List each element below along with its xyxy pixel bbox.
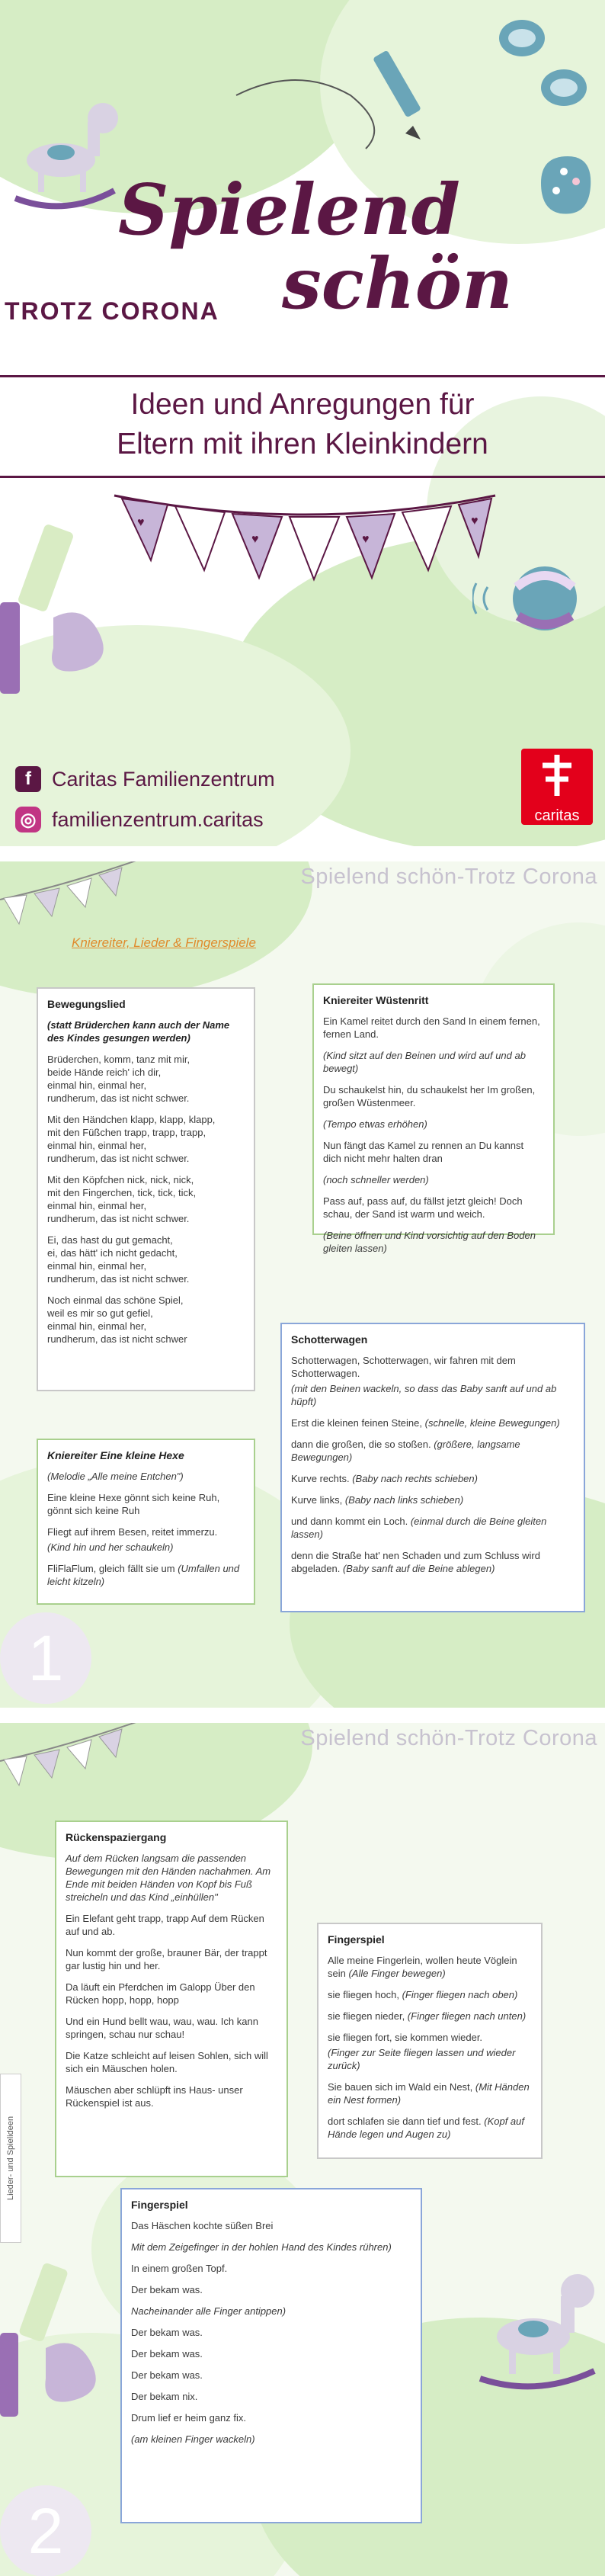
line [291,1472,575,1485]
line-text: Kurve rechts. [291,1473,353,1484]
bunting-garland [0,1723,152,1807]
svg-text:♥: ♥ [251,533,259,546]
card-title: Kniereiter Eine kleine Hexe [47,1449,184,1461]
line: Der bekam was. [131,2348,203,2359]
bunting-garland [0,861,152,945]
line-text: FliFlaFlum, gleich fällt sie um [47,1563,178,1574]
line: Eine kleine Hexe gönnt sich keine Ruh, gönnt sich keine Ruh [47,1492,220,1516]
line-text: sie fliegen hoch, [328,1989,402,2000]
line: Pass auf, pass auf, du fällst jetzt gleich! Doch schau, der Sand ist warm und weich. [323,1195,523,1220]
instruction: (mit den Beinen wackeln, so dass das Baby sanft auf und ab hüpft) [291,1383,557,1407]
subtitle-line-2: Eltern mit ihren Kleinkindern [117,428,488,460]
card-title: Fingerspiel [328,1933,385,1946]
page-number: 1 [0,1612,91,1704]
line: Drum lief er heim ganz fix. [131,2412,246,2424]
facebook-link[interactable] [15,766,275,792]
line: Schotterwagen, Schotterwagen, wir fahren mit dem Schotterwagen. [291,1355,516,1379]
page-header: Spielend schön-Trotz Corona [300,1726,597,1750]
instruction: (größere, langsame Bewegungen) [291,1439,520,1463]
line-text: und dann kommt ein Loch. [291,1516,411,1527]
card-wuestenritt [312,983,555,1254]
title-line-2: schön [282,242,513,325]
instruction: (Alle Finger bewegen) [348,1968,446,1979]
line-text: denn die Straße hat' nen Schaden und zum Schluss wird abgeladen. [291,1550,540,1574]
cover-page [0,0,605,846]
page-gap [0,1708,605,1723]
page-1 [0,861,605,1708]
instruction: (Kind hin und her schaukeln) [47,1541,174,1553]
page-2 [0,1723,605,2576]
line [328,1988,532,2001]
verse: Ei, das hast du gut gemacht, ei, das hätt' ich nicht gedacht, einmal hin, einmal her, rundherum, das ist nicht schwer. [47,1234,190,1285]
line: Ein Kamel reitet durch den Sand In einem fernen, fernen Land. [323,1015,540,1040]
facebook-label: Caritas Familienzentrum [52,767,275,791]
line [291,1515,575,1541]
instruction: (schnelle, kleine Bewegungen) [424,1417,560,1429]
card-bewegungslied [37,987,255,1391]
instruction: (Melodie „Alle meine Entchen") [47,1471,184,1482]
instruction: (Kind sitzt auf den Beinen und wird auf und ab bewegt) [323,1050,526,1074]
svg-text:♥: ♥ [471,515,479,528]
trotz-corona-tag: TROTZ CORONA [5,297,219,325]
card-note: (statt Brüderchen kann auch der Name des Kindes gesungen werden) [47,1019,230,1044]
line-text: sie fliegen nieder, [328,2010,408,2022]
page-number: 2 [0,2485,91,2576]
line [328,2080,532,2106]
verse: Brüderchen, komm, tanz mit mir, beide Hände reich' ich dir, einmal hin, einmal her, rundherum, das ist nicht schwer. [47,1054,190,1104]
instruction: (Mit Händen ein Nest formen) [328,2081,530,2106]
line [291,1493,575,1506]
line: Die Katze schleicht auf leisen Sohlen, sich will sich ein Mäuschen holen. [66,2050,268,2074]
caritas-cross-icon [521,749,593,802]
line: Der bekam nix. [131,2391,198,2402]
side-tab: Lieder- und Spielideen [0,2074,21,2243]
line [328,2115,532,2141]
page-gap [0,846,605,861]
card-title: Schotterwagen [291,1333,368,1346]
line-text: dort schlafen sie dann tief und fest. [328,2116,485,2127]
card-schotterwagen [280,1323,585,1612]
verse: Mit den Händchen klapp, klapp, klapp, mit den Füßchen trapp, trapp, trapp, einmal hin, einmal her, rundherum, das ist nicht schwer. [47,1114,216,1164]
line [47,1562,245,1588]
title-line-1: Spielend [118,168,460,251]
card-rueckenspaziergang [55,1821,288,2177]
card-hexe [37,1439,255,1605]
line: Das Häschen kochte süßen Brei [131,2220,274,2231]
subtitle-line-1: Ideen und Anregungen für [130,388,475,421]
card-fingerspiel-voeglein [317,1923,543,2159]
paint-palette-icon [533,152,594,221]
facebook-icon: f [15,766,41,792]
instruction: (Baby nach links schieben) [344,1494,464,1506]
line: In einem großen Topf. [131,2263,228,2274]
caritas-logo [521,749,593,825]
instruction: (Tempo etwas erhöhen) [323,1118,427,1130]
line-text: Erst die kleinen feinen Steine, [291,1417,425,1429]
card-title: Rückenspaziergang [66,1831,167,1843]
instruction: Mit dem Zeigefinger in der hohlen Hand des Kindes rühren) [131,2241,392,2253]
svg-text:♥: ♥ [362,533,370,546]
line: Du schaukelst hin, du schaukelst her Im großen, großen Wüstenmeer. [323,1084,536,1108]
instruction: Nacheinander alle Finger antippen) [131,2305,286,2317]
instruction: (am kleinen Finger wackeln) [131,2433,255,2445]
line [291,1438,575,1464]
section-link[interactable]: Kniereiter, Lieder & Fingerspiele [72,935,256,950]
instruction: (Beine öffnen und Kind vorsichtig auf den Boden gleiten lassen) [323,1230,536,1254]
line [291,1416,575,1429]
line-text: Sie bauen sich im Wald ein Nest, [328,2081,475,2093]
line: Und ein Hund bellt wau, wau, wau. Ich kann springen, schau nur schau! [66,2016,258,2040]
rocking-horse-icon [8,84,122,213]
baby-shoes-icon [488,8,594,122]
pencil-icon [366,42,434,141]
instruction: (Kopf auf Hände legen und Augen zu) [328,2116,525,2140]
caritas-logo-text: caritas [534,807,580,824]
paint-tube-icon [0,2257,114,2432]
instagram-link[interactable] [15,807,264,832]
line-text: Alle meine Fingerlein, wollen heute Vöglein sein [328,1955,517,1979]
instruction: Auf dem Rücken langsam die passenden Bewegungen mit den Händen nachahmen. Am Ende mit beiden Händen von Kopf bis Fuß streicheln und das Kind „einhüllen" [66,1853,271,1903]
line: Mäuschen aber schlüpft ins Haus- unser Rückenspiel ist aus. [66,2084,243,2109]
instagram-label: familienzentrum.caritas [52,807,264,831]
svg-text:♥: ♥ [137,516,145,529]
verse: Noch einmal das schöne Spiel, weil es mir so gut gefiel, einmal hin, einmal her, rundherum, das ist nicht schwer [47,1294,187,1345]
card-fingerspiel-haeschen [120,2188,422,2523]
page-header: Spielend schön-Trotz Corona [300,865,597,889]
divider [0,476,605,478]
card-title: Fingerspiel [131,2199,188,2211]
instruction: (Baby nach rechts schieben) [352,1473,478,1484]
line: Ein Elefant geht trapp, trapp Auf dem Rücken auf und ab. [66,1913,264,1937]
line: Der bekam was. [131,2284,203,2295]
line: Da läuft ein Pferdchen im Galopp Über den Rücken hopp, hopp, hopp [66,1981,255,2006]
instruction: (Umfallen und leicht kitzeln) [47,1563,240,1587]
instruction: (noch schneller werden) [323,1174,429,1185]
line: Der bekam was. [131,2369,203,2381]
line [328,2010,532,2023]
instruction: (einmal durch die Beine gleiten lassen) [291,1516,547,1540]
line-text: dann die großen, die so stoßen. [291,1439,434,1450]
instruction: (Finger zur Seite fliegen lassen und wieder zurück) [328,2047,516,2071]
verse: Mit den Köpfchen nick, nick, nick, mit den Fingerchen, tick, tick, tick, einmal hin, einmal her, rundherum, das ist nicht schwer. [47,1174,197,1224]
divider [0,375,605,377]
line-text: Kurve links, [291,1494,345,1506]
ball-icon [472,557,594,640]
line: Nun fängt das Kamel zu rennen an Du kannst dich nicht mehr halten dran [323,1140,524,1164]
line: Fliegt auf ihrem Besen, reitet immerzu. [47,1526,218,1538]
line: Nun kommt der große, brauner Bär, der trappt gar lustig hin und her. [66,1947,267,1971]
instruction: (Baby sanft auf die Beine ablegen) [342,1563,495,1574]
line: Der bekam was. [131,2327,203,2338]
card-title: Bewegungslied [47,998,126,1010]
paint-tube-icon [0,511,122,709]
line [328,1954,532,1980]
rocking-horse-icon [472,2257,602,2394]
instruction: (Finger fliegen nach oben) [402,1989,518,2000]
line [291,1549,575,1575]
line: sie fliegen fort, sie kommen wieder. [328,2032,483,2043]
bunting-garland [107,480,503,595]
instruction: (Finger fliegen nach unten) [407,2010,527,2022]
instagram-icon: ◎ [15,807,41,832]
card-title: Kniereiter Wüstenritt [323,994,429,1006]
